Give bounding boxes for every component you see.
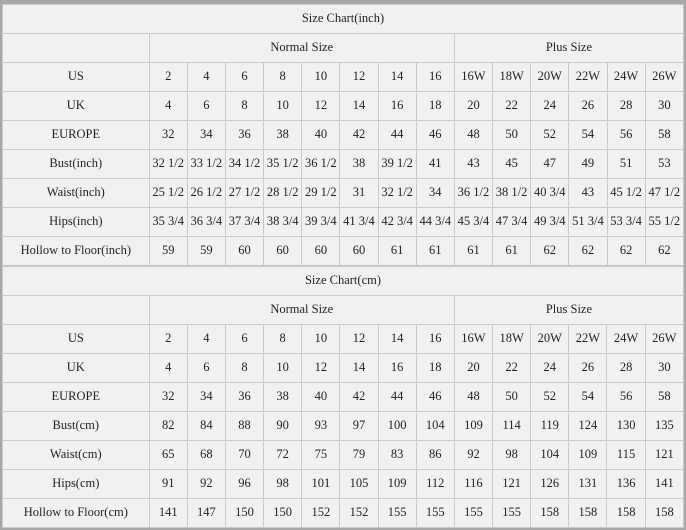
cell: 22W [569, 63, 607, 92]
cell: 60 [302, 237, 340, 266]
cell: 26W [645, 63, 683, 92]
cell: 10 [264, 92, 302, 121]
cell: 37 3/4 [225, 208, 263, 237]
cell: 8 [264, 325, 302, 354]
cell: 10 [302, 63, 340, 92]
cell: 152 [340, 499, 378, 528]
table-row [3, 354, 684, 383]
cell: 55 1/2 [645, 208, 683, 237]
cell: 47 1/2 [645, 179, 683, 208]
cell: 136 [607, 470, 645, 499]
cell: 26 1/2 [187, 179, 225, 208]
cell: 6 [225, 325, 263, 354]
cell: 12 [340, 325, 378, 354]
row-label: Bust(cm) [3, 412, 150, 441]
cell: 30 [645, 92, 683, 121]
cell: 72 [264, 441, 302, 470]
cell: 92 [454, 441, 492, 470]
cell: 16W [454, 325, 492, 354]
cell: 155 [416, 499, 454, 528]
cell: 28 [607, 92, 645, 121]
cell: 75 [302, 441, 340, 470]
table-row [3, 179, 684, 208]
cell: 155 [454, 499, 492, 528]
chart-title: Size Chart(cm) [3, 267, 684, 296]
cell: 32 1/2 [149, 150, 187, 179]
cell: 97 [340, 412, 378, 441]
cell: 60 [340, 237, 378, 266]
cell: 65 [149, 441, 187, 470]
cell: 18W [493, 63, 531, 92]
cell: 4 [187, 325, 225, 354]
group-header-row [3, 296, 684, 325]
cell: 61 [493, 237, 531, 266]
cell: 36 1/2 [454, 179, 492, 208]
cell: 62 [531, 237, 569, 266]
group-plus-size: Plus Size [454, 296, 683, 325]
group-normal-size: Normal Size [149, 34, 454, 63]
cell: 42 3/4 [378, 208, 416, 237]
cell: 4 [149, 354, 187, 383]
cell: 43 [569, 179, 607, 208]
cell: 52 [531, 383, 569, 412]
cell: 27 1/2 [225, 179, 263, 208]
cell: 82 [149, 412, 187, 441]
cell: 58 [645, 383, 683, 412]
cell: 91 [149, 470, 187, 499]
cell: 8 [264, 63, 302, 92]
cell: 86 [416, 441, 454, 470]
cell: 51 [607, 150, 645, 179]
cell: 32 1/2 [378, 179, 416, 208]
cell: 24W [607, 63, 645, 92]
cell: 45 [493, 150, 531, 179]
cell: 84 [187, 412, 225, 441]
cell: 39 1/2 [378, 150, 416, 179]
cell: 54 [569, 121, 607, 150]
cell: 44 3/4 [416, 208, 454, 237]
size-chart-cm-table [2, 266, 684, 528]
cell: 101 [302, 470, 340, 499]
cell: 26W [645, 325, 683, 354]
cell: 42 [340, 121, 378, 150]
cell: 34 [187, 383, 225, 412]
cell: 48 [454, 121, 492, 150]
cell: 131 [569, 470, 607, 499]
cell: 53 [645, 150, 683, 179]
cell: 34 [187, 121, 225, 150]
cell: 62 [645, 237, 683, 266]
cell: 61 [416, 237, 454, 266]
cell: 45 1/2 [607, 179, 645, 208]
cell: 30 [645, 354, 683, 383]
cell: 16W [454, 63, 492, 92]
cell: 60 [225, 237, 263, 266]
cell: 58 [645, 121, 683, 150]
cell: 36 [225, 121, 263, 150]
table-row [3, 470, 684, 499]
cell: 158 [569, 499, 607, 528]
cell: 18W [493, 325, 531, 354]
cell: 8 [225, 92, 263, 121]
cell: 119 [531, 412, 569, 441]
cell: 38 [264, 383, 302, 412]
cell: 38 [264, 121, 302, 150]
size-chart-inch [2, 4, 684, 266]
cell: 121 [493, 470, 531, 499]
cell: 150 [225, 499, 263, 528]
cell: 124 [569, 412, 607, 441]
cell: 36 1/2 [302, 150, 340, 179]
row-label: Hips(inch) [3, 208, 150, 237]
cell: 79 [340, 441, 378, 470]
cell: 41 [416, 150, 454, 179]
cell: 24W [607, 325, 645, 354]
table-row [3, 121, 684, 150]
cell: 109 [378, 470, 416, 499]
cell: 52 [531, 121, 569, 150]
row-label: US [3, 63, 150, 92]
cell: 32 [149, 121, 187, 150]
cell: 158 [607, 499, 645, 528]
cell: 150 [264, 499, 302, 528]
cell: 90 [264, 412, 302, 441]
cell: 44 [378, 383, 416, 412]
row-label: Hollow to Floor(cm) [3, 499, 150, 528]
cell: 105 [340, 470, 378, 499]
cell: 155 [493, 499, 531, 528]
cell: 16 [416, 63, 454, 92]
cell: 20 [454, 92, 492, 121]
cell: 42 [340, 383, 378, 412]
cell: 44 [378, 121, 416, 150]
size-chart-cm [2, 266, 684, 528]
cell: 61 [454, 237, 492, 266]
cell: 43 [454, 150, 492, 179]
cell: 8 [225, 354, 263, 383]
cell: 14 [340, 354, 378, 383]
cell: 16 [378, 354, 416, 383]
cell: 14 [340, 92, 378, 121]
cell: 141 [149, 499, 187, 528]
cell: 98 [264, 470, 302, 499]
cell: 100 [378, 412, 416, 441]
cell: 22W [569, 325, 607, 354]
cell: 36 [225, 383, 263, 412]
cell: 12 [302, 92, 340, 121]
table-row [3, 441, 684, 470]
cell: 20W [531, 63, 569, 92]
cell: 49 [569, 150, 607, 179]
table-row [3, 92, 684, 121]
table-row [3, 237, 684, 266]
cell: 109 [569, 441, 607, 470]
cell: 16 [378, 92, 416, 121]
row-label: Hollow to Floor(inch) [3, 237, 150, 266]
cell: 46 [416, 383, 454, 412]
chart-title-row [3, 5, 684, 34]
cell: 35 1/2 [264, 150, 302, 179]
row-label: Bust(inch) [3, 150, 150, 179]
cell: 20W [531, 325, 569, 354]
cell: 59 [187, 237, 225, 266]
cell: 22 [493, 92, 531, 121]
cell: 29 1/2 [302, 179, 340, 208]
cell: 24 [531, 92, 569, 121]
cell: 114 [493, 412, 531, 441]
cell: 135 [645, 412, 683, 441]
row-label: UK [3, 92, 150, 121]
cell: 155 [378, 499, 416, 528]
cell: 36 3/4 [187, 208, 225, 237]
cell: 24 [531, 354, 569, 383]
cell: 28 1/2 [264, 179, 302, 208]
cell: 4 [149, 92, 187, 121]
cell: 35 3/4 [149, 208, 187, 237]
cell: 28 [607, 354, 645, 383]
cell: 92 [187, 470, 225, 499]
cell: 2 [149, 63, 187, 92]
cell: 6 [187, 354, 225, 383]
cell: 39 3/4 [302, 208, 340, 237]
cell: 98 [493, 441, 531, 470]
cell: 50 [493, 121, 531, 150]
cell: 126 [531, 470, 569, 499]
cell: 45 3/4 [454, 208, 492, 237]
cell: 40 3/4 [531, 179, 569, 208]
corner-cell [3, 296, 150, 325]
cell: 70 [225, 441, 263, 470]
table-row [3, 412, 684, 441]
cell: 40 [302, 383, 340, 412]
cell: 12 [302, 354, 340, 383]
cell: 158 [531, 499, 569, 528]
cell: 56 [607, 121, 645, 150]
cell: 26 [569, 92, 607, 121]
cell: 141 [645, 470, 683, 499]
cell: 121 [645, 441, 683, 470]
cell: 31 [340, 179, 378, 208]
group-plus-size: Plus Size [454, 34, 683, 63]
cell: 10 [302, 325, 340, 354]
cell: 4 [187, 63, 225, 92]
cell: 130 [607, 412, 645, 441]
row-label: EUROPE [3, 121, 150, 150]
cell: 16 [416, 325, 454, 354]
corner-cell [3, 34, 150, 63]
cell: 12 [340, 63, 378, 92]
cell: 46 [416, 121, 454, 150]
cell: 38 [340, 150, 378, 179]
table-row [3, 325, 684, 354]
row-label: UK [3, 354, 150, 383]
row-label: Waist(inch) [3, 179, 150, 208]
cell: 62 [569, 237, 607, 266]
cell: 6 [225, 63, 263, 92]
cell: 14 [378, 63, 416, 92]
cell: 109 [454, 412, 492, 441]
cell: 93 [302, 412, 340, 441]
table-row [3, 208, 684, 237]
cell: 115 [607, 441, 645, 470]
cell: 20 [454, 354, 492, 383]
row-label: EUROPE [3, 383, 150, 412]
table-row [3, 383, 684, 412]
cell: 116 [454, 470, 492, 499]
cell: 41 3/4 [340, 208, 378, 237]
cell: 40 [302, 121, 340, 150]
cell: 147 [187, 499, 225, 528]
cell: 6 [187, 92, 225, 121]
cell: 104 [416, 412, 454, 441]
cell: 56 [607, 383, 645, 412]
cell: 26 [569, 354, 607, 383]
cell: 68 [187, 441, 225, 470]
cell: 96 [225, 470, 263, 499]
table-row [3, 499, 684, 528]
cell: 112 [416, 470, 454, 499]
chart-title: Size Chart(inch) [3, 5, 684, 34]
cell: 59 [149, 237, 187, 266]
table-row [3, 63, 684, 92]
cell: 104 [531, 441, 569, 470]
group-header-row [3, 34, 684, 63]
cell: 14 [378, 325, 416, 354]
chart-title-row [3, 267, 684, 296]
cell: 38 3/4 [264, 208, 302, 237]
cell: 33 1/2 [187, 150, 225, 179]
cell: 54 [569, 383, 607, 412]
cell: 158 [645, 499, 683, 528]
cell: 10 [264, 354, 302, 383]
row-label: Waist(cm) [3, 441, 150, 470]
cell: 25 1/2 [149, 179, 187, 208]
cell: 22 [493, 354, 531, 383]
cell: 38 1/2 [493, 179, 531, 208]
table-row [3, 150, 684, 179]
cell: 50 [493, 383, 531, 412]
cell: 18 [416, 92, 454, 121]
row-label: US [3, 325, 150, 354]
size-chart-inch-table [2, 4, 684, 266]
cell: 51 3/4 [569, 208, 607, 237]
cell: 53 3/4 [607, 208, 645, 237]
cell: 47 3/4 [493, 208, 531, 237]
cell: 62 [607, 237, 645, 266]
cell: 32 [149, 383, 187, 412]
cell: 18 [416, 354, 454, 383]
row-label: Hips(cm) [3, 470, 150, 499]
cell: 47 [531, 150, 569, 179]
cell: 152 [302, 499, 340, 528]
cell: 34 1/2 [225, 150, 263, 179]
cell: 60 [264, 237, 302, 266]
cell: 49 3/4 [531, 208, 569, 237]
cell: 48 [454, 383, 492, 412]
cell: 61 [378, 237, 416, 266]
group-normal-size: Normal Size [149, 296, 454, 325]
cell: 34 [416, 179, 454, 208]
cell: 2 [149, 325, 187, 354]
cell: 83 [378, 441, 416, 470]
cell: 88 [225, 412, 263, 441]
